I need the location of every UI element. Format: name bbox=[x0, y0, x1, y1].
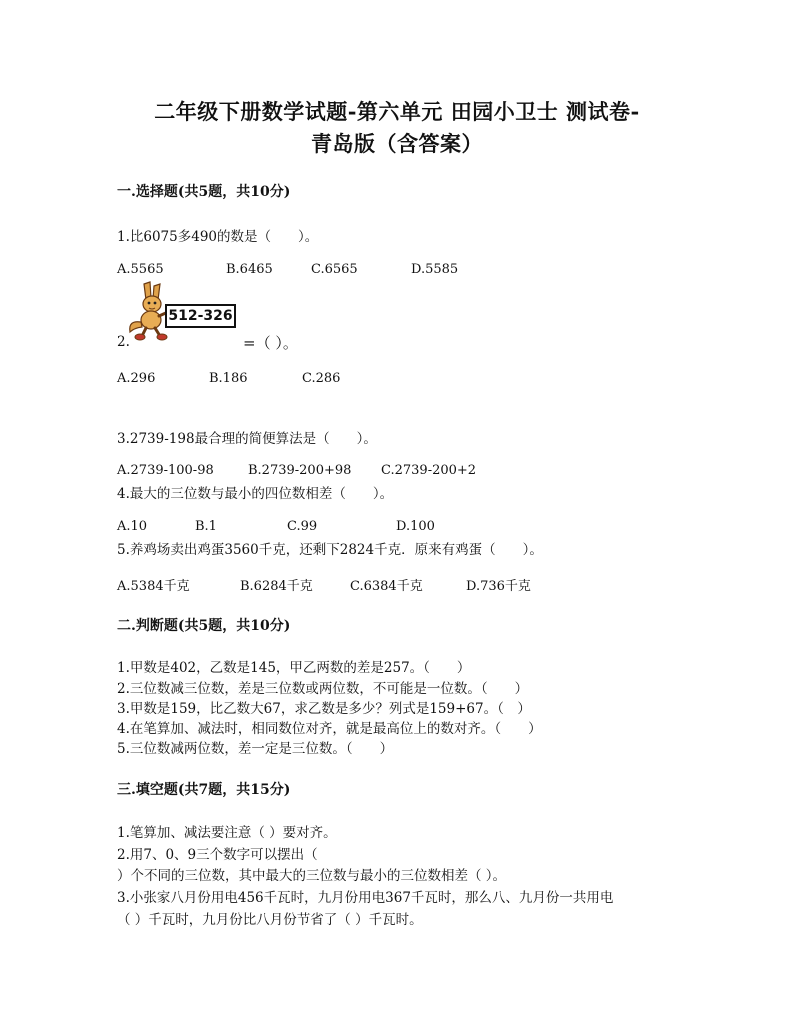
section-heading-fill: 三.填空题(共7题，共15分) bbox=[117, 782, 291, 798]
question-5: 5.养鸡场卖出鸡蛋3560千克，还剩下2824千克．原来有鸡蛋（ ）。 bbox=[117, 542, 543, 558]
q4-option-d: D.100 bbox=[396, 519, 435, 534]
question-4: 4.最大的三位数与最小的四位数相差（ ）。 bbox=[117, 486, 394, 502]
question-2-blank: =（ ）。 bbox=[243, 334, 298, 352]
judge-item-2: 2.三位数减三位数，差是三位数或两位数，不可能是一位数。（ ） bbox=[117, 681, 529, 697]
q5-option-c: C.6384千克 bbox=[350, 579, 423, 594]
judge-item-1: 1.甲数是402，乙数是145，甲乙两数的差是257。（ ） bbox=[117, 660, 471, 676]
section-heading-judge: 二.判断题(共5题，共10分) bbox=[117, 618, 291, 634]
expression-sign: 512-326 bbox=[165, 304, 236, 328]
q2-option-c: C.286 bbox=[302, 371, 341, 386]
q3-option-a: A.2739-100-98 bbox=[117, 463, 214, 478]
fill-item-2-cont: ）个不同的三位数，其中最大的三位数与最小的三位数相差（ ）。 bbox=[117, 868, 507, 884]
q5-option-a: A.5384千克 bbox=[117, 579, 190, 594]
q2-option-a: A.296 bbox=[117, 371, 156, 386]
q4-option-b: B.1 bbox=[195, 519, 217, 534]
fill-item-2: 2.用7、0、9三个数字可以摆出（ bbox=[117, 847, 318, 863]
fill-item-3-cont: （ ）千瓦时，九月份比八月份节省了（ ）千瓦时。 bbox=[117, 912, 423, 928]
judge-item-4: 4.在笔算加、减法时，相同数位对齐，就是最高位上的数对齐。（ ） bbox=[117, 721, 542, 737]
question-1: 1.比6075多490的数是（ ）。 bbox=[117, 229, 319, 245]
q4-option-c: C.99 bbox=[287, 519, 318, 534]
q1-option-a: A.5565 bbox=[117, 262, 164, 277]
q1-option-c: C.6565 bbox=[311, 262, 358, 277]
section-heading-choice: 一.选择题(共5题，共10分) bbox=[117, 184, 291, 200]
fill-item-1: 1.笔算加、减法要注意（ ）要对齐。 bbox=[117, 825, 337, 841]
q3-option-c: C.2739-200+2 bbox=[381, 463, 477, 478]
q1-option-d: D.5585 bbox=[411, 262, 459, 277]
q1-option-b: B.6465 bbox=[226, 262, 273, 277]
page-title-line2: 青岛版（含答案） bbox=[311, 131, 483, 156]
q5-option-d: D.736千克 bbox=[466, 579, 531, 594]
q4-option-a: A.10 bbox=[117, 519, 148, 534]
judge-item-5: 5.三位数减两位数，差一定是三位数。（ ） bbox=[117, 741, 394, 757]
judge-item-3: 3.甲数是159，比乙数大67，求乙数是多少？列式是159+67。（ ） bbox=[117, 701, 531, 717]
question-3: 3.2739-198最合理的简便算法是（ ）。 bbox=[117, 431, 377, 447]
fill-item-3: 3.小张家八月份用电456千瓦时，九月份用电367千瓦时，那么八、九月份一共用电 bbox=[117, 890, 614, 906]
q3-option-b: B.2739-200+98 bbox=[248, 463, 352, 478]
q5-option-b: B.6284千克 bbox=[240, 579, 313, 594]
page-title-line1: 二年级下册数学试题-第六单元 田园小卫士 测试卷- bbox=[154, 99, 640, 124]
question-2-number: 2. bbox=[117, 334, 130, 350]
q2-option-b: B.186 bbox=[209, 371, 248, 386]
